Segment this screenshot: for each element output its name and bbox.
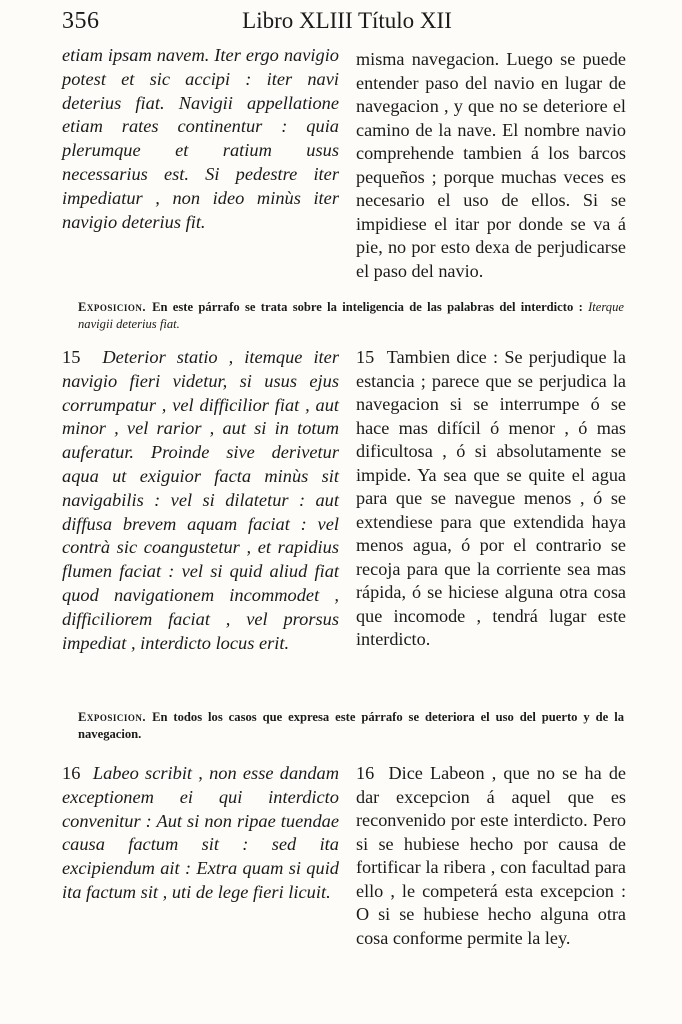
exposition-citation: Iterque navigii deterius fiat. <box>78 300 624 331</box>
latin-column-2 <box>62 346 339 655</box>
spanish-column-2 <box>356 346 626 652</box>
page-number: 356 <box>62 8 100 34</box>
spanish-text: Dice Labeon , que no se ha de dar excepcion á aquel que es reconvenido por este interdicto. Pero si se hubiese hecho por causa de fortificar la ribera , con facultad para ello , le competerá esta excepcion : O si se hubiese hecho alguna otra cosa conforme permite la ley. <box>356 763 626 948</box>
paragraph-number: 16 <box>62 763 81 783</box>
latin-column-3 <box>62 762 339 905</box>
latin-text: etiam ipsam navem. Iter ergo navigio potest et sic accipi : iter navi deterius fiat. Navigii appellatione etiam rates continentur : quia plerumque et ratium usus necessarius est. Si pedestre iter impediatur , non ideo minùs iter navigio deterius fit. <box>62 45 339 232</box>
spanish-text: Tambien dice : Se perjudique la estancia ; parece que se perjudica la navegacion si se interrumpe ó se hace mas difícil ó menor , ó mas dificultosa , ó si absolutamente se impide. Ya sea que se quite el agua para que se navegue menos , ó se extendiese para que extendida haya menos agua, ó por el contrario se recoja para que la corriente sea mas rápida, ó se hiciese alguna otra cosa que incomode , tendrá lugar este interdicto. <box>356 347 626 649</box>
page-header <box>62 8 632 42</box>
paragraph-number: 15 <box>356 347 375 367</box>
paragraph-number: 15 <box>62 347 81 367</box>
exposition-note-1 <box>78 299 624 333</box>
exposition-label: Exposicion. <box>78 300 147 314</box>
paragraph-number: 16 <box>356 763 375 783</box>
latin-text: Deterior statio , itemque iter navigio fieri videtur, si usus ejus corrumpatur , vel difficilior fiat , aut minor , vel rarior , aut si in totum auferatur. Proinde sive derivetur aqua ut exiguior facta minùs sit navigabilis : vel si dilatetur : aut diffusa brevem aquam faciat : vel contrà sic coangustetur , et rapidius flumen faciat : vel si quid aliud fiat quod navigationem incommodet , difficiliorem faciat , vel prorsus impediat , interdicto locus erit. <box>62 347 339 653</box>
exposition-label: Exposicion. <box>78 710 147 724</box>
running-title: Libro XLIII Título XII <box>242 8 452 33</box>
spanish-text: misma navegacion. Luego se puede entender paso del navio en lugar de navegacion , y que no se deteriore el camino de la nave. El nombre navio comprehende tambien á los barcos pequeños ; porque muchas veces es necesario el uso de ellos. Si se impidiese el itar por donde se va á pie, no por esto dexa de perjudicarse el paso del navio. <box>356 49 626 281</box>
exposition-text: En este párrafo se trata sobre la inteligencia de las palabras del interdicto : <box>152 300 583 314</box>
exposition-note-2 <box>78 709 624 743</box>
spanish-column-3 <box>356 762 626 950</box>
spanish-column-1 <box>356 48 626 283</box>
latin-text: Labeo scribit , non esse dandam exceptionem ei qui interdicto convenitur : Aut si non ripae tuendae causa factum sit : sed ita excipiendum ait : Extra quam si quid ita factum sit , uti de lege fieri licuit. <box>62 763 340 902</box>
exposition-text: En todos los casos que expresa este párrafo se deteriora el uso del puerto y de la navegacion. <box>78 710 624 741</box>
latin-column-1 <box>62 44 339 234</box>
